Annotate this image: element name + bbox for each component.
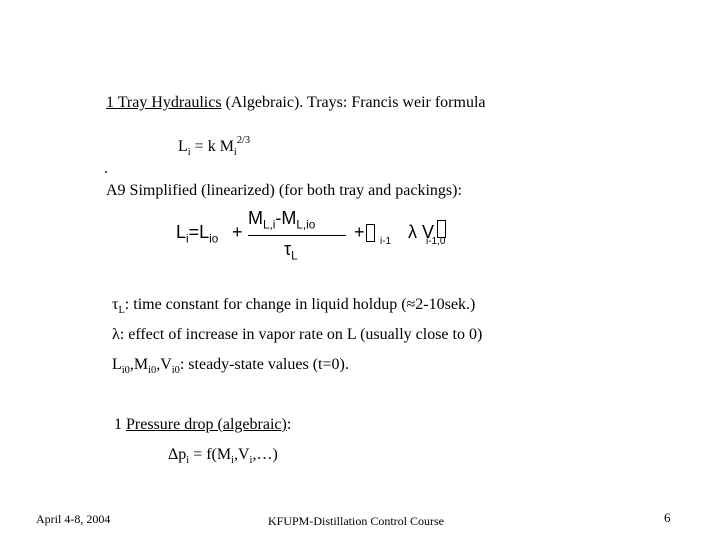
a9-line: A9 Simplified (linearized) (for both tray and packings):: [106, 182, 462, 199]
footer-course: KFUPM-Distillation Control Course: [268, 514, 445, 528]
footer-date: April 4-8, 2004: [36, 512, 111, 526]
definition-lambda: λ: effect of increase in vapor rate on L (usually close to 0): [112, 326, 483, 343]
eq-lhs-sub: i: [187, 147, 191, 159]
eq-rhs: = k M: [190, 138, 234, 155]
stray-dot: .: [104, 160, 108, 177]
eq2-sub-i1: i-1: [380, 236, 392, 247]
eq2-plus-1: +: [232, 222, 243, 242]
linearized-equation: [176, 206, 456, 268]
footer-page-number: 6: [664, 510, 671, 525]
eq2-lhs: L: [176, 222, 187, 242]
eq-exponent: 2/3: [236, 134, 251, 146]
francis-weir-equation: [178, 134, 251, 159]
pressure-equation: $\Delta p_i$ = $f(M_i,V_i,\dots)$: [168, 446, 278, 467]
eq2-lio-sub: io: [209, 232, 219, 246]
heading-tray-hydraulics: [106, 94, 486, 112]
eq2-lio: =L: [188, 222, 210, 242]
bullet-number: 1: [106, 94, 114, 111]
eq2-lhs-sub: i: [186, 232, 189, 246]
bullet-number-2: 1: [114, 416, 122, 433]
eq2-sub-i10: i-1,0: [426, 236, 446, 247]
eq-m-sub: i: [233, 147, 237, 159]
eq2-fraction-bar: [248, 235, 346, 236]
eq2-denominator: $\tau_L$: [284, 239, 298, 263]
eq2-lambda-v: λ V: [408, 222, 435, 242]
heading2-underlined: Pressure drop (algebraic): [126, 416, 287, 433]
heading2-rest: :: [286, 416, 292, 433]
heading-rest: (Algebraic). Trays: Francis weir formula: [221, 94, 486, 111]
eq-lhs: L: [178, 138, 188, 155]
heading-underlined: Tray Hydraulics: [117, 94, 222, 111]
eq2-plus-2: +: [354, 222, 365, 242]
heading-pressure-drop: [114, 416, 291, 434]
bracket-box-2-icon: [437, 220, 446, 238]
bracket-box-1-icon: [366, 224, 375, 242]
definition-steady-state: $L_{i0},M_{i0},V_{i0}$: steady-state values (t=0).: [112, 356, 349, 377]
definition-tau: $\tau_L$: time constant for change in liquid holdup (≈2-10sek.): [112, 296, 476, 317]
eq2-numerator: $M_{L,i}-M_{L,io}$: [248, 208, 316, 232]
